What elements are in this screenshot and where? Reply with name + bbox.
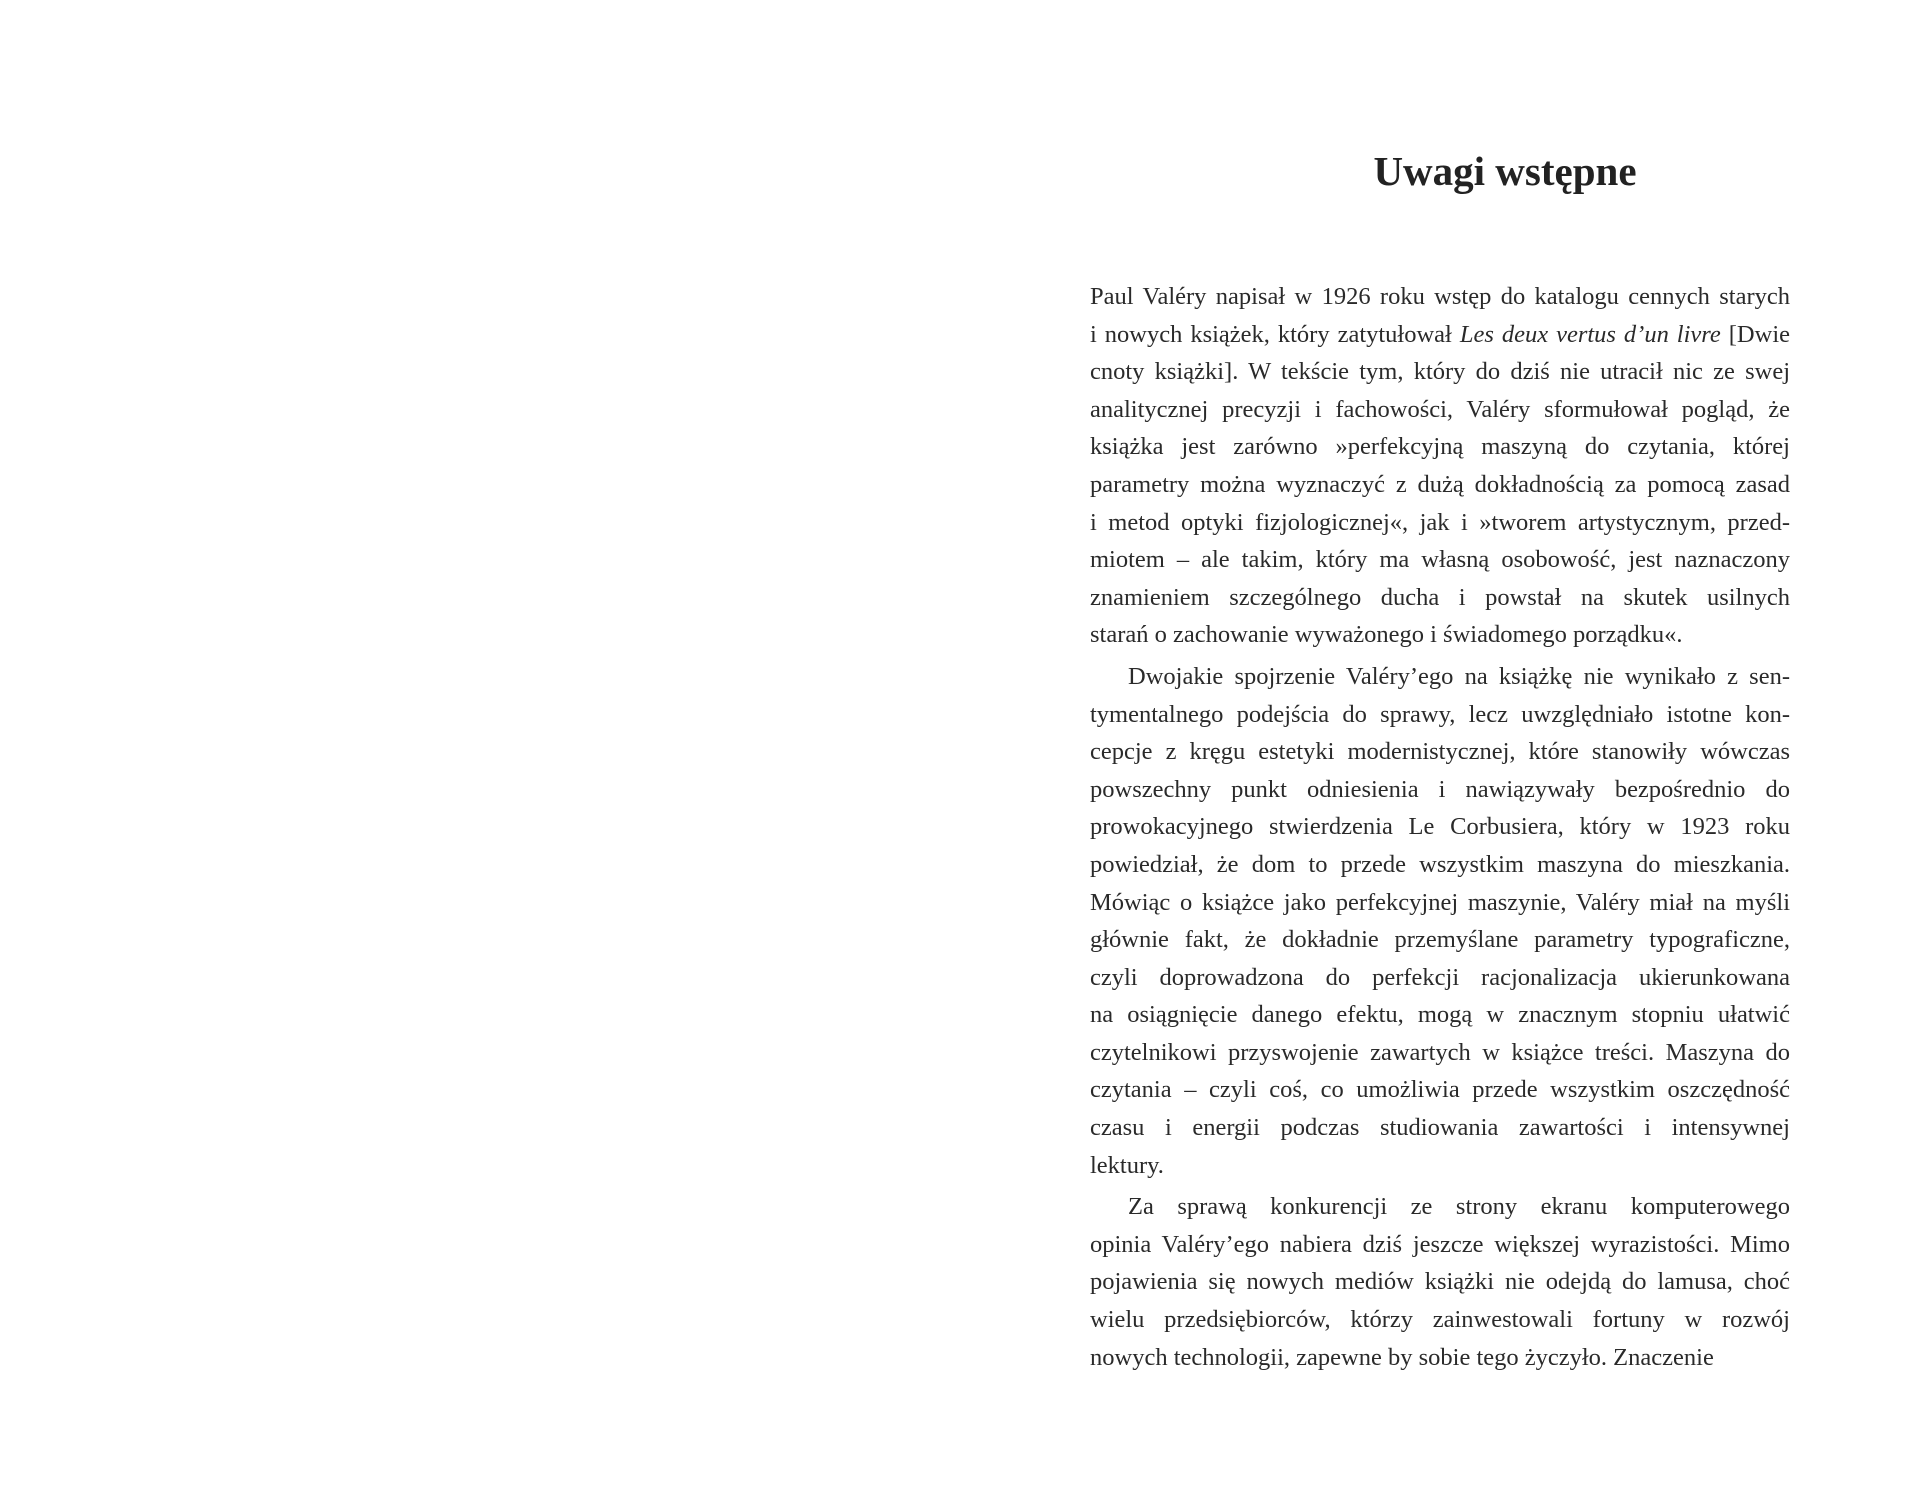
text-run: głównie fakt, że dokładnie przemyślane parametry typograficzne, bbox=[1090, 926, 1790, 954]
right-page bbox=[960, 0, 1920, 1498]
text-run: starań o zachowanie wyważonego i świadomego porządku«. bbox=[1090, 621, 1683, 649]
text-line bbox=[1090, 1147, 1790, 1185]
text-run: miotem – ale takim, który ma własną osobowość, jest naznaczony bbox=[1090, 546, 1790, 574]
text-run: znamieniem szczególnego ducha i powstał na skutek usilnych bbox=[1090, 583, 1790, 611]
text-line bbox=[1090, 1226, 1790, 1264]
text-run: czytelnikowi przyswojenie zawartych w książce treści. Maszyna do bbox=[1090, 1038, 1790, 1066]
paragraph bbox=[1090, 658, 1790, 1184]
text-line bbox=[1090, 921, 1790, 959]
text-line bbox=[1090, 959, 1790, 997]
text-line bbox=[1090, 733, 1790, 771]
text-run: czytania – czyli coś, co umożliwia przede wszystkim oszczędność bbox=[1090, 1076, 1790, 1104]
chapter-title: Uwagi wstępne bbox=[1373, 148, 1637, 194]
text-line bbox=[1090, 428, 1790, 466]
text-run: cepcje z kręgu estetyki modernistycznej, które stanowiły wówczas bbox=[1090, 738, 1790, 766]
text-run: pojawienia się nowych mediów książki nie odejdą do lamusa, choć bbox=[1090, 1268, 1790, 1296]
text-run: lektury. bbox=[1090, 1151, 1164, 1179]
text-line bbox=[1090, 658, 1790, 696]
text-run: cnoty książki]. W tekście tym, który do dziś nie utracił nic ze swej bbox=[1090, 358, 1790, 386]
text-run: Paul Valéry napisał w 1926 roku wstęp do katalogu cennych starych bbox=[1090, 283, 1790, 310]
text-run: tymentalnego podejścia do sprawy, lecz uwzględniało istotne kon- bbox=[1090, 700, 1790, 728]
text-run: wielu przedsiębiorców, którzy zainwestowali fortuny w rozwój bbox=[1090, 1306, 1790, 1334]
text-line bbox=[1090, 278, 1790, 316]
text-line bbox=[1090, 846, 1790, 884]
text-run: Mówiąc o książce jako perfekcyjnej maszynie, Valéry miał na myśli bbox=[1090, 888, 1790, 916]
text-line bbox=[1090, 316, 1790, 354]
text-run: prowokacyjnego stwierdzenia Le Corbusiera, który w 1923 roku bbox=[1090, 813, 1790, 841]
text-line bbox=[1090, 1071, 1790, 1109]
text-run: parametry można wyznaczyć z dużą dokładnością za pomocą zasad bbox=[1090, 470, 1790, 498]
text-line bbox=[1090, 504, 1790, 542]
text-run: czasu i energii podczas studiowania zawartości i intensywnej bbox=[1090, 1114, 1790, 1142]
text-run: [Dwie bbox=[1720, 320, 1790, 348]
book-title-italic: Les deux vertus d’un livre bbox=[1459, 320, 1721, 348]
text-line bbox=[1090, 616, 1790, 654]
text-run: i metod optyki fizjologicznej«, jak i »tworem artystycznym, przed- bbox=[1090, 508, 1790, 536]
text-run: analitycznej precyzji i fachowości, Valéry sformułował pogląd, że bbox=[1090, 395, 1790, 423]
text-run: i nowych książek, który zatytułował bbox=[1090, 320, 1460, 348]
text-run: nowych technologii, zapewne by sobie tego życzyło. Znaczenie bbox=[1090, 1343, 1714, 1371]
text-run: czyli doprowadzona do perfekcji racjonalizacja ukierunkowana bbox=[1090, 963, 1790, 991]
text-line bbox=[1090, 771, 1790, 809]
text-line bbox=[1090, 353, 1790, 391]
text-line bbox=[1090, 1263, 1790, 1301]
text-line bbox=[1090, 1188, 1790, 1226]
text-line bbox=[1090, 1109, 1790, 1147]
text-run: powszechny punkt odniesienia i nawiązywały bezpośrednio do bbox=[1090, 775, 1790, 803]
paragraph bbox=[1090, 1188, 1790, 1376]
paragraph bbox=[1090, 278, 1790, 654]
text-line bbox=[1090, 541, 1790, 579]
text-line bbox=[1090, 996, 1790, 1034]
text-line bbox=[1090, 466, 1790, 504]
text-line bbox=[1090, 1339, 1790, 1377]
text-run: opinia Valéry’ego nabiera dziś jeszcze większej wyrazistości. Mimo bbox=[1090, 1230, 1790, 1258]
text-line bbox=[1090, 1034, 1790, 1072]
text-run: Za sprawą konkurencji ze strony ekranu komputerowego bbox=[1128, 1193, 1790, 1221]
text-line bbox=[1090, 579, 1790, 617]
text-line bbox=[1090, 696, 1790, 734]
text-line bbox=[1090, 884, 1790, 922]
body-text bbox=[1090, 278, 1790, 1376]
text-run: książka jest zarówno »perfekcyjną maszyną do czytania, której bbox=[1090, 433, 1790, 461]
text-line bbox=[1090, 1301, 1790, 1339]
text-run: Dwojakie spojrzenie Valéry’ego na książkę nie wynikało z sen- bbox=[1128, 662, 1790, 690]
text-run: na osiągnięcie danego efektu, mogą w znacznym stopniu ułatwić bbox=[1090, 1001, 1790, 1029]
text-line bbox=[1090, 391, 1790, 429]
text-line bbox=[1090, 808, 1790, 846]
text-run: powiedział, że dom to przede wszystkim maszyna do mieszkania. bbox=[1090, 850, 1790, 878]
